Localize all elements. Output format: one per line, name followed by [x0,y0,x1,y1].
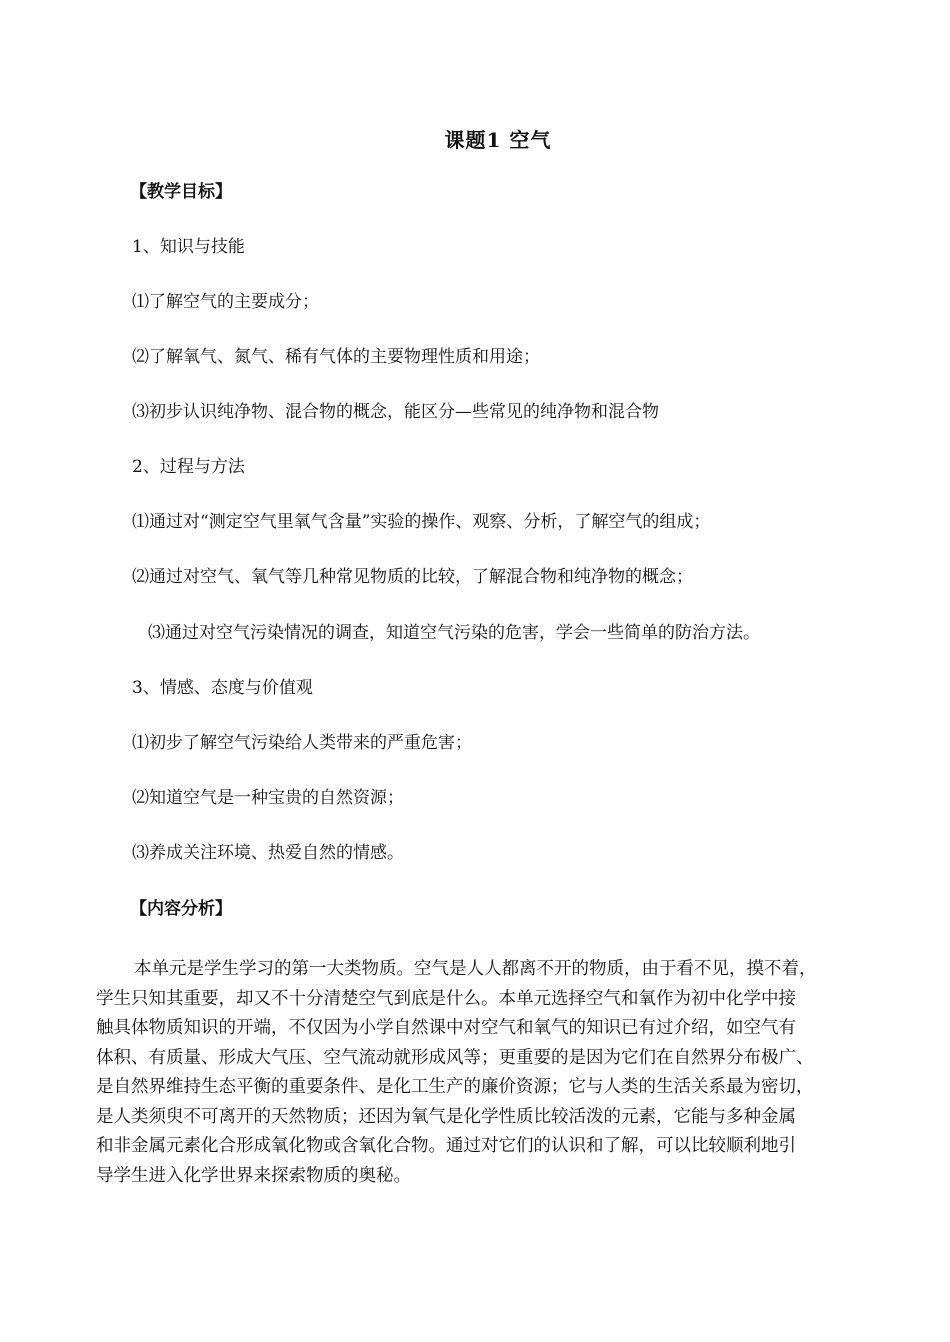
document-title: 课题1 空气 [444,128,552,152]
paragraph-line: 本单元是学生学习的第一大类物质。空气是人人都离不开的物质，由于看不见，摸不着， [134,959,817,979]
paragraph-line: 和非金属元素化合形成氧化物或含氧化合物。通过对它们的认识和了解，可以比较顺利地引 [96,1136,796,1156]
goal-section-2: 2、过程与方法 [132,457,245,477]
analysis-paragraph [96,955,882,1191]
goal-item: ⑴通过对“测定空气里氧气含量”实验的操作、观察、分析，了解空气的组成； [132,512,711,532]
paragraph-line: 触具体物质知识的开端，不仅因为小学自然课中对空气和氧气的知识已有过介绍，如空气有 [96,1018,796,1038]
goal-section-1: 1、知识与技能 [132,237,245,257]
goal-item: ⑵知道空气是一种宝贵的自然资源； [132,788,404,808]
goal-item: ⑵了解氧气、氮气、稀有气体的主要物理性质和用途； [132,347,540,367]
paragraph-line: 导学生进入化学世界来探索物质的奥秘。 [96,1165,411,1186]
section-heading-goals: 【教学目标】 [130,182,232,202]
paragraph-line: 是自然界维持生态平衡的重要条件、是化工生产的廉价资源；它与人类的生活关系最为密切， [96,1077,814,1097]
paragraph-line: 学生只知其重要，却又不十分清楚空气到底是什么。本单元选择空气和氧作为初中化学中接 [96,988,796,1009]
goal-item: ⑶初步认识纯净物、混合物的概念，能区分—些常见的纯净物和混合物 [132,402,659,422]
paragraph-line: 体积、有质量、形成大气压、空气流动就形成风等；更重要的是因为它们在自然界分布极广、 [96,1047,814,1068]
goal-section-3: 3、情感、态度与价值观 [132,678,313,698]
paragraph-line: 是人类须臾不可离开的天然物质；还因为氧气是化学性质比较活泼的元素，它能与多种金属 [96,1106,796,1127]
goal-item: ⑶通过对空气污染情况的调查，知道空气污染的危害，学会一些简单的防治方法。 [148,623,760,643]
goal-item: ⑶养成关注环境、热爱自然的情感。 [132,843,404,863]
goal-item: ⑴初步了解空气污染给人类带来的严重危害； [132,733,472,753]
goal-item: ⑴了解空气的主要成分； [132,292,319,312]
section-heading-analysis: 【内容分析】 [130,899,232,919]
goal-item: ⑵通过对空气、氧气等几种常见物质的比较，了解混合物和纯净物的概念； [132,567,693,587]
